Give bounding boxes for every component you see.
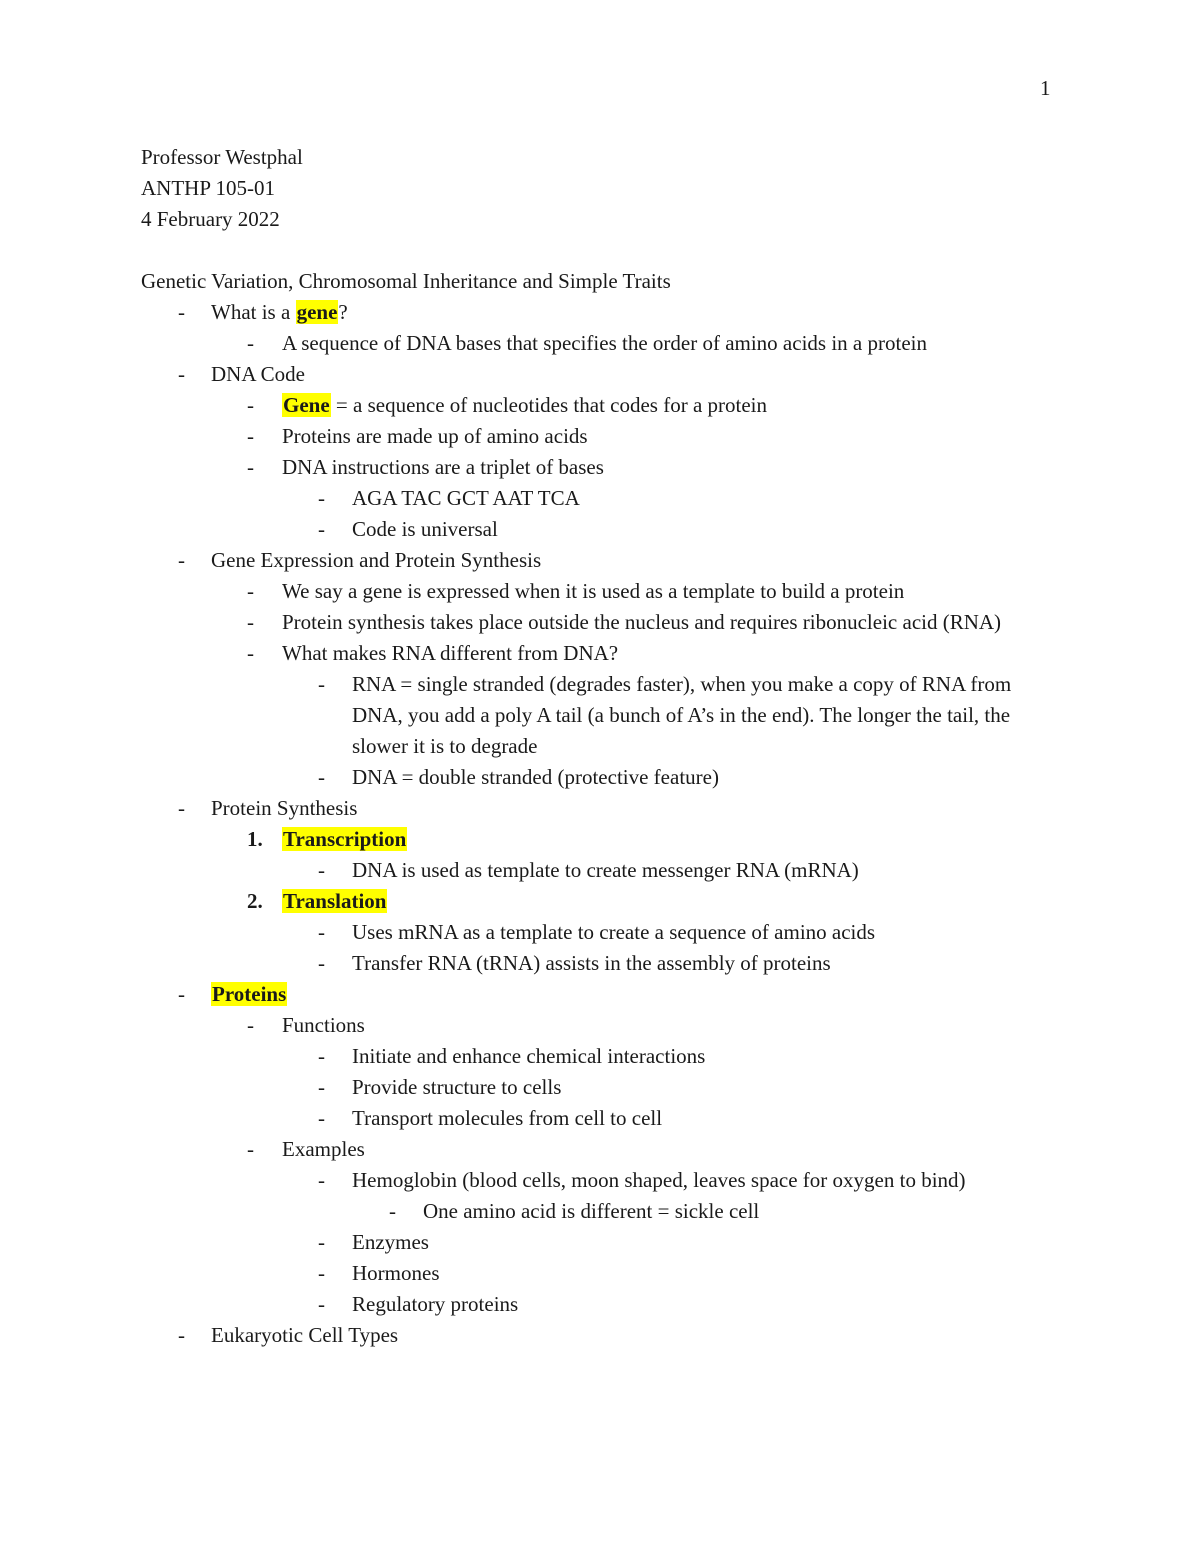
outline-item (0, 1041, 1200, 1072)
list-number: 2. (247, 889, 263, 913)
bullet-dash: - (318, 517, 325, 541)
document-header (141, 142, 303, 235)
outline-item-text (352, 1072, 1052, 1103)
text-segment: We say a gene is expressed when it is used as a template to build a protein (282, 579, 905, 603)
outline-item (0, 1258, 1200, 1289)
outline-item (0, 359, 1200, 390)
outline-item (0, 452, 1200, 483)
bullet-dash: - (318, 765, 325, 789)
outline-item-text (211, 979, 1200, 1010)
bullet-dash: - (318, 486, 325, 510)
list-number: 1. (247, 827, 263, 851)
outline-item (0, 328, 1200, 359)
outline-item-text (211, 793, 1200, 824)
outline-item-text (211, 1320, 1200, 1351)
bullet-dash: - (318, 1168, 325, 1192)
text-segment: Gene Expression and Protein Synthesis (211, 548, 542, 572)
text-segment: AGA TAC GCT AAT TCA (352, 486, 580, 510)
outline-item (0, 855, 1200, 886)
text-segment: Uses mRNA as a template to create a sequence of amino acids (352, 920, 876, 944)
bullet-dash: - (318, 1261, 325, 1285)
text-segment: One amino acid is different = sickle cell (423, 1199, 760, 1223)
bullet-dash: - (247, 424, 254, 448)
outline-item-text (352, 917, 1052, 948)
outline-item-text (211, 545, 1200, 576)
bullet-dash: - (247, 579, 254, 603)
outline-item-text (282, 390, 1042, 421)
text-segment: ? (338, 300, 348, 324)
outline-item (0, 1103, 1200, 1134)
outline-item-text (352, 948, 1052, 979)
bullet-dash: - (247, 455, 254, 479)
bullet-dash: - (247, 1013, 254, 1037)
outline-item (0, 948, 1200, 979)
outline-item (0, 1196, 1200, 1227)
bullet-dash: - (318, 1292, 325, 1316)
outline-item-text (352, 1258, 1052, 1289)
outline-item-text (211, 359, 1200, 390)
document-title: Genetic Variation, Chromosomal Inheritance and Simple Traits (141, 269, 671, 293)
outline-item-text (352, 1103, 1052, 1134)
outline-item-text (211, 297, 1200, 328)
bullet-dash: - (178, 982, 185, 1006)
outline-item-text (352, 762, 1052, 793)
outline-item-text (282, 638, 1042, 669)
outline-item-text (352, 1289, 1052, 1320)
bullet-dash: - (318, 672, 325, 696)
outline-item (0, 1227, 1200, 1258)
outline-item (0, 824, 1200, 855)
outline-item (0, 421, 1200, 452)
course-code: ANTHP 105-01 (141, 176, 275, 200)
outline-item-text (282, 607, 1042, 638)
outline-item (0, 297, 1200, 328)
text-segment: Functions (282, 1013, 365, 1037)
text-segment: Hormones (352, 1261, 440, 1285)
outline-item-text (352, 514, 1052, 545)
outline-item (0, 1165, 1200, 1196)
text-segment: Protein synthesis takes place outside the nucleus and requires ribonucleic acid (RNA) (282, 610, 1002, 634)
outline-item (0, 514, 1200, 545)
outline-item (0, 886, 1200, 917)
text-segment: DNA is used as template to create messenger RNA (mRNA) (352, 858, 859, 882)
document-date: 4 February 2022 (141, 207, 280, 231)
bullet-dash: - (318, 1230, 325, 1254)
bullet-dash: - (318, 920, 325, 944)
bullet-dash: - (247, 331, 254, 355)
outline-item-text (352, 669, 1052, 762)
bullet-dash: - (318, 951, 325, 975)
outline-item-text (352, 1227, 1052, 1258)
text-segment: RNA = single stranded (degrades faster), when you make a copy of RNA from DNA, you add a poly A tail (a bunch of A’s in the end). The longer the tail, the slower it is to degrade (352, 672, 1012, 758)
text-segment: Eukaryotic Cell Types (211, 1323, 399, 1347)
bullet-dash: - (318, 1075, 325, 1099)
outline-item-text (282, 886, 1042, 917)
outline-item (0, 607, 1200, 638)
bullet-dash: - (178, 300, 185, 324)
text-segment: Proteins are made up of amino acids (282, 424, 588, 448)
professor-name: Professor Westphal (141, 145, 303, 169)
outline-item (0, 576, 1200, 607)
highlighted-term: Translation (283, 889, 387, 913)
outline-item (0, 979, 1200, 1010)
outline-item-text (282, 328, 1042, 359)
outline-item (0, 1320, 1200, 1351)
outline-item-text (282, 824, 1042, 855)
highlighted-term: Transcription (283, 827, 407, 851)
text-segment: Enzymes (352, 1230, 429, 1254)
highlighted-term: Gene (283, 393, 330, 417)
outline-item-text (282, 421, 1042, 452)
outline-item-text (282, 1010, 1042, 1041)
bullet-dash: - (178, 548, 185, 572)
outline-item (0, 1289, 1200, 1320)
text-segment: Provide structure to cells (352, 1075, 562, 1099)
highlighted-term: Proteins (212, 982, 287, 1006)
outline-item (0, 762, 1200, 793)
outline-item-text (352, 855, 1052, 886)
outline-item (0, 917, 1200, 948)
bullet-dash: - (178, 362, 185, 386)
bullet-dash: - (318, 858, 325, 882)
bullet-dash: - (247, 641, 254, 665)
outline-item (0, 1134, 1200, 1165)
highlighted-term: gene (296, 300, 338, 324)
bullet-dash: - (247, 610, 254, 634)
notes-outline (0, 297, 1200, 1351)
bullet-dash: - (247, 1137, 254, 1161)
bullet-dash: - (178, 796, 185, 820)
outline-item-text (282, 452, 1042, 483)
text-segment: Examples (282, 1137, 365, 1161)
bullet-dash: - (247, 393, 254, 417)
text-segment: Hemoglobin (blood cells, moon shaped, leaves space for oxygen to bind) (352, 1168, 966, 1192)
text-segment: DNA instructions are a triplet of bases (282, 455, 604, 479)
outline-item-text (352, 483, 1052, 514)
outline-item (0, 669, 1200, 762)
text-segment: What makes RNA different from DNA? (282, 641, 619, 665)
page-number: 1 (1040, 76, 1051, 100)
bullet-dash: - (389, 1199, 396, 1223)
text-segment: DNA Code (211, 362, 305, 386)
outline-item (0, 793, 1200, 824)
outline-item-text (423, 1196, 1063, 1227)
text-segment: Regulatory proteins (352, 1292, 519, 1316)
bullet-dash: - (318, 1044, 325, 1068)
text-segment: Transport molecules from cell to cell (352, 1106, 663, 1130)
text-segment: Transfer RNA (tRNA) assists in the assembly of proteins (352, 951, 831, 975)
outline-item (0, 483, 1200, 514)
text-segment: Initiate and enhance chemical interactions (352, 1044, 706, 1068)
outline-item-text (352, 1041, 1052, 1072)
outline-item (0, 1010, 1200, 1041)
text-segment: Protein Synthesis (211, 796, 358, 820)
text-segment: Code is universal (352, 517, 498, 541)
text-segment: = a sequence of nucleotides that codes for a protein (330, 393, 768, 417)
outline-item-text (282, 1134, 1042, 1165)
outline-item-text (352, 1165, 1052, 1196)
bullet-dash: - (178, 1323, 185, 1347)
outline-item (0, 390, 1200, 421)
bullet-dash: - (318, 1106, 325, 1130)
text-segment: A sequence of DNA bases that specifies the order of amino acids in a protein (282, 331, 927, 355)
text-segment: What is a (211, 300, 296, 324)
outline-item (0, 545, 1200, 576)
outline-item-text (282, 576, 1042, 607)
outline-item (0, 638, 1200, 669)
text-segment: DNA = double stranded (protective feature) (352, 765, 719, 789)
outline-item (0, 1072, 1200, 1103)
